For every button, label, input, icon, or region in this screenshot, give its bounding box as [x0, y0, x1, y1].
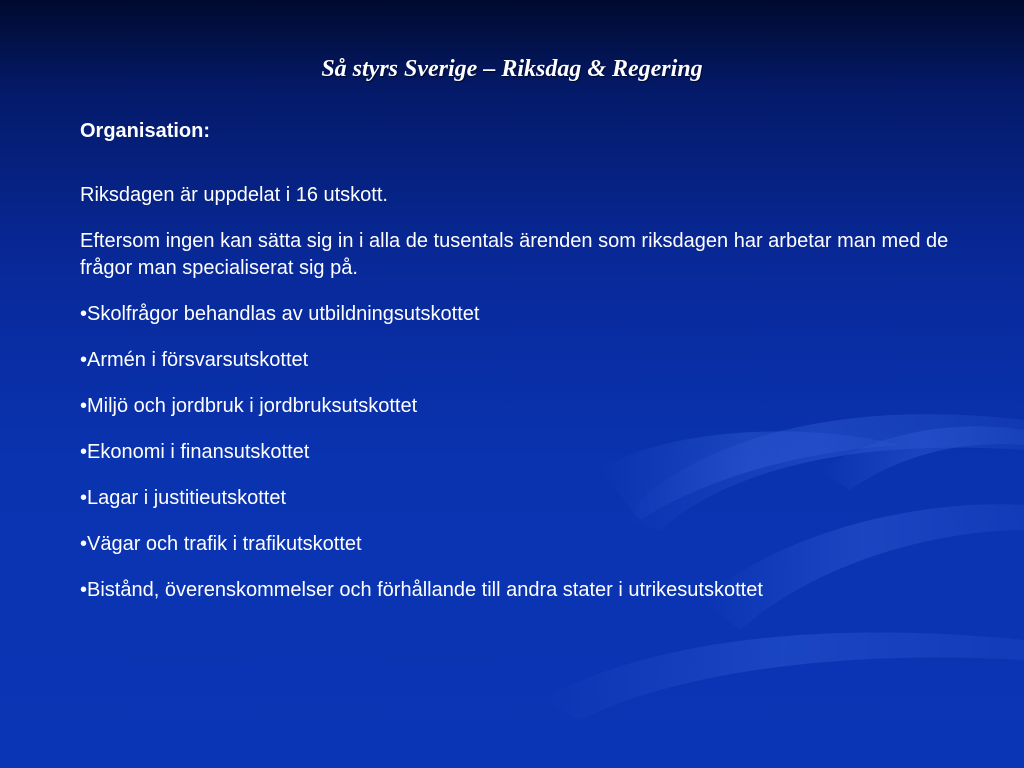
bullet-item: •Ekonomi i finansutskottet — [80, 441, 310, 463]
bullet-item: •Skolfrågor behandlas av utbildningsutskottet — [80, 303, 480, 325]
section-heading: Organisation: — [80, 120, 211, 142]
bullet-item: •Bistånd, överenskommelser och förhållande till andra stater i utrikesutskottet — [80, 579, 763, 601]
bullet-item: •Miljö och jordbruk i jordbruksutskottet — [80, 395, 418, 417]
slide-body — [80, 182, 980, 623]
bullet-item: •Armén i försvarsutskottet — [80, 349, 309, 371]
slide-title: Så styrs Sverige – Riksdag & Regering — [321, 56, 703, 82]
bullet-item: •Lagar i justitieutskottet — [80, 487, 286, 509]
paragraph-specialization: Eftersom ingen kan sätta sig in i alla de tusentals ärenden som riksdagen har arbetar man med de frågor man specialiserat sig på. — [80, 230, 949, 279]
bullet-item: •Vägar och trafik i trafikutskottet — [80, 533, 362, 555]
paragraph-utskott-count: Riksdagen är uppdelat i 16 utskott. — [80, 184, 388, 206]
